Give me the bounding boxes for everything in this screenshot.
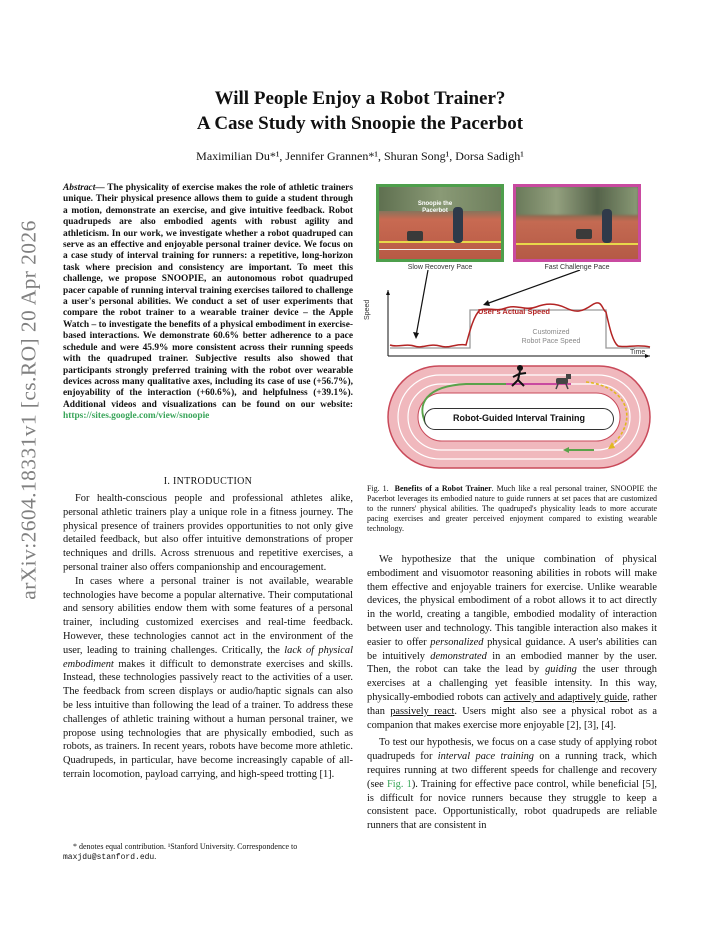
arxiv-identifier: arXiv:2604.18331v1 [cs.RO] 20 Apr 2026 [16, 220, 41, 600]
right-p1-em-1: personalized [430, 636, 484, 648]
intro-left-column [63, 492, 353, 782]
abstract-label: Abstract [63, 183, 96, 193]
arxiv-sidebar [14, 150, 44, 670]
legend-robot-line-1: Customized [532, 329, 570, 336]
right-p1-f: . Users might also see a physical robot as a companion that makes exercise more enjoyable [2], [3], [4]. [367, 705, 657, 731]
intro-p2-text-a: In cases where a personal trainer is not available, wearable technologies have become a popular alternative. Their computational and sensory abilities endow them with some features of a personal trainer, including customized exercises and real-time feedback. However, these technologies cannot act in the environment of the user, leading to training challenges. Critically, the [63, 575, 353, 656]
intro-p2-emphasis: lack of physical embodiment [63, 644, 354, 670]
legend-user-speed: User's Actual Speed [478, 307, 550, 316]
right-p1-c: in an embodied manner by the user. Then, the robot can take the lead by [367, 650, 658, 676]
footnote [63, 842, 353, 863]
label-fast-challenge: Fast Challenge Pace [544, 264, 610, 271]
caption-text: . Much like a real personal trainer, SNOOPIE the Pacerbot leverages its embodied nature to guide runners at set paces that are customized to the runners' physical abilities. The quadruped's physicality leads to more accurate pacing exercises and greater perceived enjoyment compared to existing wearable technology. [367, 484, 657, 533]
section-heading-introduction: I. INTRODUCTION [163, 476, 253, 487]
title-line-1: Will People Enjoy a Robot Trainer? [214, 88, 506, 109]
right-p2-b: on a running track, which requires running at two different speeds for challenge and recovery (see [367, 751, 657, 790]
paper-title [0, 86, 720, 136]
intro-right-column [367, 553, 657, 833]
footnote-text: * denotes equal contribution. ¹Stanford University. Correspondence to [73, 842, 298, 851]
abstract [63, 183, 353, 423]
right-p1-d: the user through exercises at a challenging yet feasible intensity. In this way, physically-embodied robots can [367, 664, 657, 703]
right-p1-e: , rather than [367, 691, 658, 717]
right-p2-c: ). Training for effective pace control, while beneficial [5], is difficult for novice runners because they struggle to keep a consistent pace. Opportunistically, robot quadrupeds are reliable runners that are consistent in [367, 778, 657, 832]
footnote-end: . [154, 852, 157, 861]
intro-paragraph-1: For health-conscious people and professional athletes alike, personal athletic trainers play a unique role in a fitness journey. The physical presence of trainers provides opportunities to not only give detailed feedback, but also offer intuitive demonstrations of proper techniques and drills. Across strenuous and repetitive exercises, a personal trainer also offers companionship and encouragement. [63, 493, 353, 573]
legend-robot-pace [506, 328, 596, 346]
figure-reference-link[interactable]: Fig. 1 [386, 778, 412, 790]
legend-robot-line-2: Robot Pace Speed [521, 338, 581, 345]
figure-caption [367, 484, 657, 534]
author-list: Maximilian Du*¹, Jennifer Grannen*¹, Shuran Song¹, Dorsa Sadigh¹ [196, 149, 524, 163]
abstract-text: — The physicality of exercise makes the role of athletic trainers unique. Their physical presence allows them to guide a student through a motion, demonstrate an exercise, and give intuitive feedback. Robot quadrupeds are also embodied agents with robust agility and athleticism. In our work, we investigate whether a robot quadruped can serve as an effective and enjoyable personal trainer device. We focus on a case study of interval training for runners: a repetitive, long-horizon task where precision and consistency are important. To meet this challenge, we propose SNOOPIE, an autonomous robot quadruped pacer capable of running interval training exercises tailored to challenge a user's personal abilities. We conduct a set of user experiments that compare the robot trainer to a wearable trainer device – the Apple Watch – to investigate the benefits of a physical embodiment in exercise-based interactions. We demonstrate 60.6% better adherence to a pace schedule and were 45.9% more consistent across their running speeds with the quadruped trainer. Subjective results also showed that participants strongly preferred training with the robot over wearable devices across many qualitative axes, including its case of use (+56.7%), enjoyability of the interaction (+60.6%), and helpfulness (+39.1%). Additional videos and visualizations can be found on our website: [63, 183, 353, 410]
right-p1-em-3: guiding [545, 664, 577, 676]
right-p1-a: We hypothesize that the unique combination of physical embodiment and visuomotor reasoning abilities in robots will make them effective and enjoyable trainers for exercise. Unlike wearable devices, the physical embodiment of a robot allows it to act directly in the world, creating a tangible, embodied modality of interaction between user and technology. This tangible interaction also makes it easier to offer [367, 554, 657, 648]
right-p1-underline-2: passively react [390, 705, 455, 717]
right-paragraph-1 [367, 553, 657, 732]
track-label: Robot-Guided Interval Training [424, 408, 614, 430]
label-slow-recovery: Slow Recovery Pace [407, 264, 473, 271]
axis-speed-label: Speed [364, 299, 371, 320]
right-p1-em-2: demonstrated [430, 650, 487, 662]
right-p2-em: interval pace training [437, 751, 534, 763]
photo-label: Snoopie the Pacerbot [417, 201, 453, 214]
right-p1-underline-1: actively and adaptively guide [503, 691, 628, 703]
intro-p2-text-b: makes it difficult to demonstrate exercises and skills. Instead, these technologies passively react to the activities of a user. The feedback from screen displays or audio/haptic signals can also be less intuitive than following the lead of a trainer. To address these challenges of athletic training without a human personal trainer, we propose using technologies that are physically embodied, such as robots, as trainers. In recent years, robots have become more athletic. Quadrupeds, in particular, have become increasingly capable of all-terrain locomotion, payload carrying, and high-speed trotting [1]. [63, 658, 353, 780]
axis-time-label: Time [630, 349, 646, 356]
caption-label: Fig. 1. [367, 484, 389, 493]
title-line-2: A Case Study with Snoopie the Pacerbot [196, 113, 524, 134]
intro-paragraph-2 [63, 575, 353, 782]
right-p2-a: To test our hypothesis, we focus on a case study of applying robot quadrupeds for [367, 737, 657, 763]
caption-title: Benefits of a Robot Trainer [394, 484, 492, 493]
figure-photo-slow [376, 184, 504, 262]
right-p1-b: physical guidance. A user's abilities can be intuitively [367, 636, 657, 662]
website-link[interactable]: https://sites.google.com/view/snoopie [63, 411, 210, 422]
figure-photo-fast [513, 184, 641, 262]
footnote-email[interactable]: maxjdu@stanford.edu [63, 853, 155, 862]
right-paragraph-2 [367, 736, 657, 833]
